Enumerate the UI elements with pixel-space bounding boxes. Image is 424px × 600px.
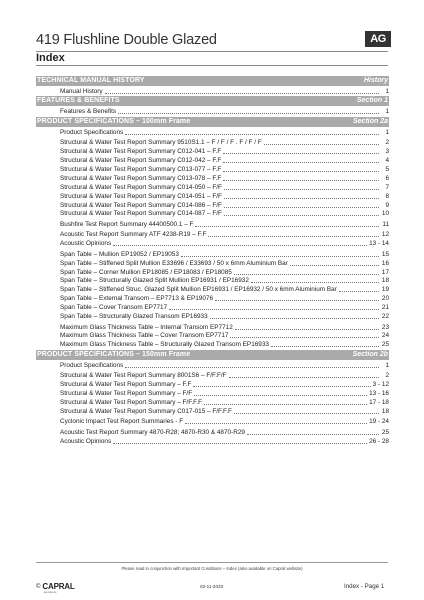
dot-leader — [113, 245, 367, 246]
brand-subtitle: ALUMINIUM — [44, 592, 57, 594]
toc-entry-label: Span Table – Structurally Glazed Transom EP16933 — [60, 313, 208, 321]
dot-leader — [125, 134, 379, 135]
dot-leader — [195, 226, 379, 227]
toc-entry[interactable] — [36, 200, 389, 209]
dot-leader — [208, 236, 379, 237]
copyright-symbol: © — [36, 583, 41, 590]
toc-entry-label: Manual History — [60, 87, 103, 95]
section-label: Section 1 — [356, 97, 388, 105]
toc-entry-page: 9 — [385, 201, 389, 209]
section-label: History — [363, 77, 388, 84]
toc-entry-label: Span Table – Stiffened Split Mullion E33696 / E33693 / 50 x 6mm Aluminium Bar — [60, 259, 288, 267]
toc-entry[interactable] — [36, 209, 389, 218]
footer-date: 03-11-2020 — [200, 584, 224, 589]
section-title: FEATURES & BENEFITS — [37, 97, 120, 105]
toc-entry-page: 2 — [385, 372, 389, 380]
toc-entry-label: Structural & Water Test Report Summary C013-077 – F.F — [60, 166, 222, 174]
section-title: PRODUCT SPECIFICATIONS – 150mm Frame — [37, 350, 191, 358]
page-subtitle: Index — [36, 52, 65, 64]
toc-entry[interactable] — [36, 276, 389, 285]
section-spacer — [36, 445, 389, 447]
dot-leader — [230, 337, 379, 338]
toc-entry-page: 23 — [381, 323, 389, 331]
dot-leader — [290, 265, 379, 266]
dot-leader — [271, 346, 379, 347]
dot-leader — [223, 153, 379, 154]
dot-leader — [229, 377, 379, 378]
dot-leader — [204, 404, 367, 405]
toc-entry-label: Structural & Water Test Report Summary C014-050 – F/F — [60, 183, 222, 191]
toc-entry-label: Features & Benefits — [60, 108, 117, 116]
toc-entry-page: 8 — [385, 192, 389, 200]
toc-entry-label: Span Table – Stiffened Struc. Glazed Split Mullion EP16931 / EP16932 / 50 x 6mm Aluminium Bar — [60, 286, 337, 294]
toc-entry[interactable] — [36, 436, 389, 445]
toc-entry-label: Acoustic Test Report Summary 4870-R28; 4870-R30 & 4870-R29 — [60, 428, 245, 436]
toc-entry-page: 15 — [381, 250, 389, 258]
toc-entry-label: Acoustic Test Report Summary ATF 4238-R19 – F.F — [60, 231, 207, 239]
dot-leader — [193, 386, 370, 387]
dot-leader — [223, 162, 379, 163]
toc-entry[interactable] — [36, 331, 389, 340]
toc-entry[interactable] — [36, 106, 389, 115]
toc-entry-page: 13 - 14 — [369, 240, 389, 248]
toc-entry-label: Structural & Water Test Report Summary C014-051 – F/F — [60, 192, 222, 200]
dot-leader — [118, 113, 379, 114]
dot-leader — [169, 309, 379, 310]
footer-note: Please read in conjunction with Important Conditions – Index (also available on Capral website) — [121, 566, 303, 571]
toc-entry[interactable] — [36, 302, 389, 311]
toc-entry-label: Structural & Water Test Report Summary – F.F — [60, 381, 192, 389]
toc-entry-label: Span Table – Structurally Glazed Split Mullion EP16931 / EP16932 — [60, 277, 249, 285]
toc-entry-page: 19 — [381, 286, 389, 294]
dot-leader — [224, 189, 379, 190]
toc-entry-label: Acoustic Opinions — [60, 437, 112, 445]
toc-entry-label: Structural & Water Test Report Summary C012-042 – F.F — [60, 157, 222, 165]
toc-entry[interactable] — [36, 191, 389, 200]
toc-entry-page: 26 - 28 — [369, 437, 389, 445]
toc-entry[interactable] — [36, 182, 389, 191]
toc-entry-label: Cyclonic Impact Test Report Summaries - F — [60, 418, 184, 426]
dot-leader — [181, 256, 379, 257]
toc-entry[interactable] — [36, 146, 389, 155]
toc-entry[interactable] — [36, 86, 389, 95]
toc-entry[interactable] — [36, 284, 389, 293]
dot-leader — [224, 198, 379, 199]
toc-entry-page: 10 — [381, 210, 389, 218]
dot-leader — [264, 144, 379, 145]
toc-entry-page: 1 — [385, 128, 389, 136]
toc-entry-label: Span Table – External Transom – EP7713 & EP19076 — [60, 295, 214, 303]
toc-entry-label: Structural & Water Test Report Summary – F/F.F.F — [60, 398, 203, 406]
toc-entry[interactable] — [36, 155, 389, 164]
toc-entry-page: 11 — [382, 220, 389, 228]
toc-entry-page: 19 - 24 — [369, 418, 389, 426]
toc-entry[interactable] — [36, 249, 389, 258]
toc-entry-page: 20 — [381, 295, 389, 303]
toc-entry[interactable] — [36, 416, 389, 425]
toc-entry[interactable] — [36, 397, 389, 406]
toc-entry[interactable] — [36, 406, 389, 415]
toc-entry-page: 22 — [381, 313, 389, 321]
dot-leader — [224, 215, 379, 216]
toc-entry-page: 17 — [381, 268, 389, 276]
toc-entry-page: 13 - 16 — [369, 390, 389, 398]
toc-entry-label: Acoustic Opinions — [60, 240, 112, 248]
toc-entry-label: Product Specifications — [60, 361, 124, 369]
dot-leader — [234, 274, 379, 275]
toc-entry-page: 7 — [385, 183, 389, 191]
toc-entry-page: 5 — [385, 166, 389, 174]
toc-entry-page: 16 — [381, 259, 389, 267]
brand-name: CAPRAL — [42, 582, 75, 591]
dot-leader — [215, 300, 379, 301]
dot-leader — [194, 395, 367, 396]
toc-entry[interactable] — [36, 370, 389, 379]
toc-entry-page: 3 - 12 — [372, 381, 389, 389]
toc-entry-label: Maximum Glass Thickness Table – Structurally Glazed Transom EP16933 — [60, 341, 269, 349]
toc-entry[interactable] — [36, 322, 389, 331]
dot-leader — [223, 180, 379, 181]
section-title: TECHNICAL MANUAL HISTORY — [37, 77, 145, 84]
subtitle-divider — [36, 65, 388, 66]
section-label: Section 2a — [352, 117, 388, 125]
toc-entry-label: Structural & Water Test Report Summary 8001S6 – F/F.F/F — [60, 372, 227, 380]
section-header — [36, 96, 389, 106]
toc-entry[interactable] — [36, 137, 389, 146]
toc-entry-label: Structural & Water Test Report Summary C012-041 – F.F — [60, 148, 222, 156]
toc-entry[interactable] — [36, 360, 389, 369]
toc-entry[interactable] — [36, 230, 389, 239]
section-header — [36, 76, 389, 86]
footer-divider — [36, 562, 388, 563]
toc-entry-label: Span Table – Mullion EP19052 / EP19053 — [60, 250, 179, 258]
toc-entry[interactable] — [36, 164, 389, 173]
toc-entry-page: 1 — [385, 108, 389, 116]
capral-logo — [36, 582, 75, 594]
toc-entry-page: 18 — [381, 407, 389, 415]
toc-entry[interactable] — [36, 219, 389, 228]
toc-entry[interactable] — [36, 258, 389, 267]
dot-leader — [113, 443, 367, 444]
toc-entry[interactable] — [36, 379, 389, 388]
toc-entry[interactable] — [36, 127, 389, 136]
dot-leader — [125, 367, 379, 368]
toc-entry-page: 3 — [385, 148, 389, 156]
toc-entry-label: Maximum Glass Thickness Table – Cover Transom EP7717 — [60, 332, 229, 340]
section-header — [36, 350, 389, 360]
footer-page-label: Index - Page 1 — [344, 583, 385, 590]
toc-entry-label: Bushfire Test Report Summary 44400500.1 – F — [60, 220, 194, 228]
toc-entry[interactable] — [36, 388, 389, 397]
toc-entry-page: 17 - 18 — [369, 398, 389, 406]
toc-entry-page: 25 — [381, 428, 389, 436]
dot-leader — [234, 413, 379, 414]
toc-entry-label: Structural & Water Test Report Summary C013-078 – F.F — [60, 174, 222, 182]
section-header — [36, 117, 389, 127]
toc-entry-page: 18 — [381, 277, 389, 285]
toc-entry[interactable] — [36, 339, 389, 348]
toc-entry[interactable] — [36, 293, 389, 302]
section-label: Section 2b — [352, 350, 388, 358]
dot-leader — [235, 329, 379, 330]
toc-entry-label: Structural & Water Test Report Summary 9510S1.1 – F / F / F . F / F / F — [60, 139, 262, 147]
dot-leader — [224, 207, 379, 208]
toc-entry[interactable] — [36, 267, 389, 276]
toc-entry[interactable] — [36, 311, 389, 320]
dot-leader — [251, 282, 379, 283]
toc-entry[interactable] — [36, 173, 389, 182]
toc-entry-page: 25 — [381, 341, 389, 349]
toc-entry-label: Structural & Water Test Report Summary C014-087 – F/F — [60, 210, 222, 218]
toc-entry-page: 12 — [381, 231, 389, 239]
toc-entry-page: 24 — [381, 332, 389, 340]
toc-entry-label: Structural & Water Test Report Summary C017-015 – F/F.F.F — [60, 407, 232, 415]
toc-entry-label: Span Table – Cover Transom EP7717 — [60, 304, 168, 312]
dot-leader — [210, 318, 379, 319]
toc-entry-page: 2 — [385, 139, 389, 147]
dot-leader — [223, 171, 379, 172]
ag-logo: AG — [365, 31, 391, 47]
toc-entry-label: Structural & Water Test Report Summary – F/F — [60, 390, 193, 398]
toc-entry-label: Product Specifications — [60, 128, 124, 136]
toc-entry-page: 4 — [385, 157, 389, 165]
dot-leader — [185, 423, 367, 424]
toc-entry-label: Span Table – Corner Mullion EP18085 / EP18083 / EP18085 — [60, 268, 232, 276]
page-title: 419 Flushline Double Glazed — [36, 32, 217, 48]
dot-leader — [339, 291, 379, 292]
dot-leader — [105, 93, 379, 94]
toc-entry-page: 1 — [385, 361, 389, 369]
toc-entry-page: 21 — [381, 304, 389, 312]
toc-entry-page: 1 — [385, 87, 389, 95]
toc-entry[interactable] — [36, 238, 389, 247]
header-divider — [36, 51, 388, 52]
toc-entry-page: 6 — [385, 174, 389, 182]
section-title: PRODUCT SPECIFICATIONS – 100mm Frame — [37, 117, 191, 125]
toc-entry[interactable] — [36, 427, 389, 436]
table-of-contents — [36, 76, 389, 446]
dot-leader — [247, 434, 379, 435]
toc-entry-label: Structural & Water Test Report Summary C014-086 – F/F — [60, 201, 222, 209]
toc-entry-label: Maximum Glass Thickness Table – Internal Transom EP7712 — [60, 323, 233, 331]
